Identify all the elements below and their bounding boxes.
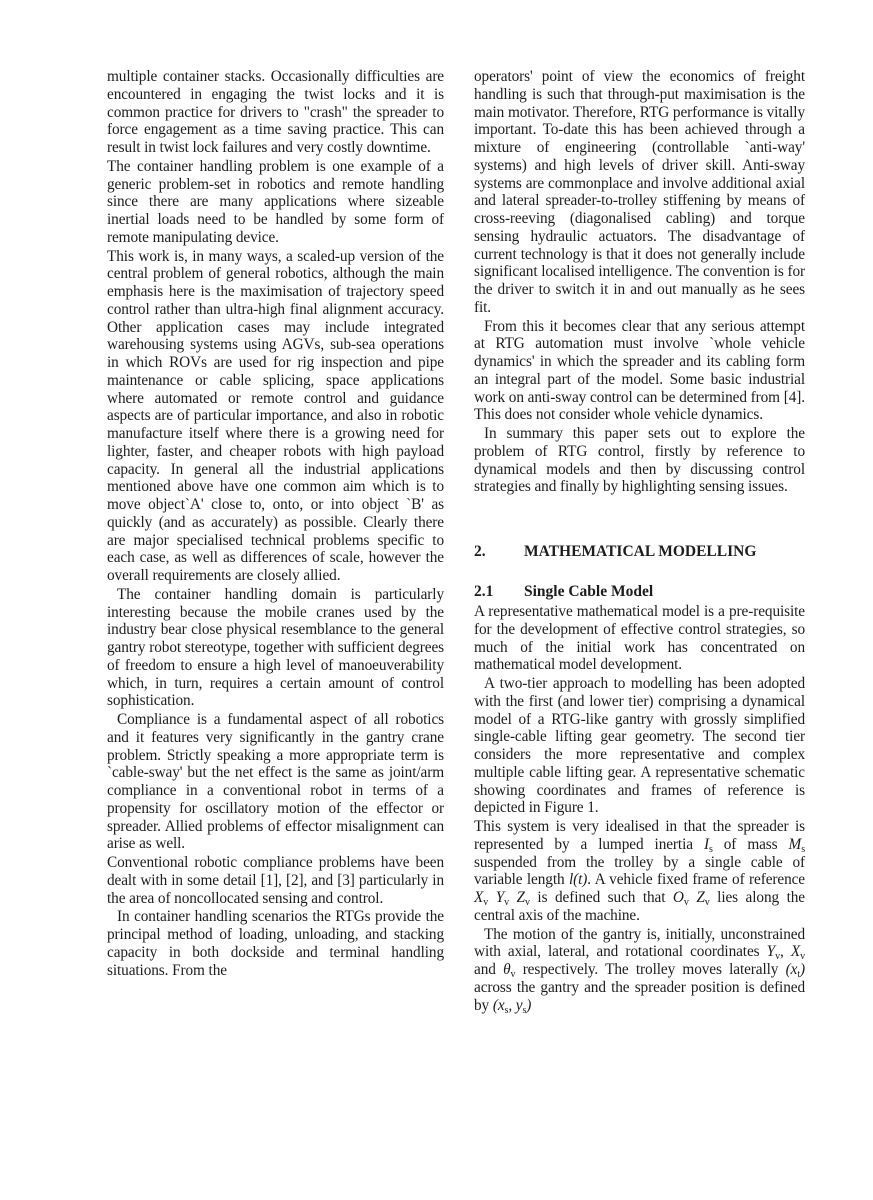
text-run: This system is very idealised in that the spreader is represented by a lumped inertia: [474, 818, 805, 853]
math-symbol: Y: [488, 889, 505, 906]
math-subscript: v: [775, 951, 780, 963]
math-symbol: , y: [508, 996, 523, 1014]
math-symbol: M: [788, 835, 802, 853]
right-column: [474, 68, 805, 1014]
paragraph: The container handling problem is one example of a generic problem-set in robotics and remote handling since there are many applications where sizeable inertial loads need to be handled by some form of remote manipulating device.: [107, 157, 444, 246]
paragraph: multiple container stacks. Occasionally difficulties are encountered in engaging the twist locks and it is common practice for drivers to "crash" the spreader to force engagement as a time saving practice. This can result in twist lock failures and very costly downtime.: [107, 68, 444, 156]
subsection-heading: [474, 583, 805, 601]
math-symbol: ): [800, 961, 805, 978]
paragraph: A representative mathematical model is a pre-requisite for the development of effective control strategies, so much of the initial work has concentrated on mathematical model development.: [474, 603, 805, 674]
math-symbol: X: [790, 943, 801, 961]
math-subscript: s: [522, 1004, 527, 1016]
math-subscript: s: [708, 843, 713, 855]
math-subscript: v: [510, 969, 516, 980]
math-symbol: Z: [509, 889, 525, 906]
paragraph: Conventional robotic compliance problems have been dealt with in some detail [1], [2], and [3] particularly in the area of noncollocated sensing and control.: [107, 854, 444, 907]
text-run: and: [474, 961, 504, 978]
math-symbol: (x: [785, 961, 798, 978]
math-subscript: v: [683, 897, 689, 908]
text-run: lies along the central axis of the machine.: [474, 889, 805, 924]
text-run: respectively. The trolley moves laterally: [515, 961, 786, 978]
math-symbol: (x: [492, 996, 505, 1014]
paragraph-with-math: [474, 926, 805, 1015]
text-run: is defined such that: [529, 889, 673, 906]
paragraph: In summary this paper sets out to explore the problem of RTG control, firstly by reference to dynamical models and then by discussing control strategies and finally by highlighting sensing issues.: [474, 425, 805, 496]
math-symbol: Z: [688, 889, 705, 906]
paragraph: This work is, in many ways, a scaled-up version of the central problem of general robotics, although the main emphasis here is the maximisation of trajectory speed control rather than ultra-high final alignment accuracy. Other application cases may include integrated warehousing systems using AGVs, sub-sea operations in which ROVs are used for rig inspection and pipe maintenance or cable splicing, space applications where automated or remote control and guidance aspects are of particular importance, and also in robotic manufacture itself where there is a growing need for lighter, faster, and cheaper robots with high payload capacity. In general all the industrial applications mentioned above have one common aim which is to move object`A' close to, onto, or into object `B' as quickly (and as accurately) as possible. Clearly there are major specialised technical problems specific to each case, as well as differences of scale, however the overall requirements are closely allied.: [107, 247, 444, 584]
math-subscript: v: [800, 951, 805, 963]
paragraph: In container handling scenarios the RTGs provide the principal method of loading, unloading, and stacking capacity in both dockside and terminal handling situations. From the: [107, 908, 444, 979]
math-subscript: v: [704, 897, 710, 908]
paragraph: Compliance is a fundamental aspect of all robotics and it features very significantly in the gantry crane problem. Strictly speaking a more appropriate term is `cable-sway' but the net effect is the same as joint/arm compliance in a conventional robot in terms of a propensity for oscillatory motion of the effector or spreader. Allied problems of effector misalignment can arise as well.: [107, 711, 444, 853]
math-symbol: l(t): [568, 871, 588, 889]
math-symbol: I: [703, 835, 709, 853]
paragraph-with-math: [474, 818, 805, 925]
math-subscript: v: [483, 897, 489, 908]
math-subscript: s: [801, 843, 805, 855]
math-symbol: X: [474, 889, 484, 906]
text-run: ,: [779, 943, 791, 961]
left-column: [107, 68, 444, 979]
section-heading: [474, 543, 805, 561]
section-number: 2.: [474, 543, 486, 560]
math-subscript: v: [504, 897, 510, 908]
text-run: suspended from the trolley by a single cable of variable length: [474, 853, 805, 889]
section-title: MATHEMATICAL MODELLING: [524, 543, 757, 560]
math-symbol: ): [526, 996, 532, 1014]
math-symbol: O: [672, 889, 684, 906]
math-subscript: v: [524, 897, 530, 908]
paragraph: operators' point of view the economics of freight handling is such that through-put maximisation is the main motivator. Therefore, RTG performance is vitally important. To-date this has been achieved through a mixture of engineering (controllable `anti-way' systems) and high levels of driver skill. Anti-sway systems are commonplace and involve additional axial and lateral spreader-to-trolley stiffening by means of cross-reeving (diagonalised cabling) and torque sensing hydraulic actuators. The disadvantage of current technology is that it does not generally include significant localised intelligence. The convention is for the driver to switch it in and out manually as he sees fit.: [474, 68, 805, 316]
text-run: of mass: [712, 835, 789, 853]
text-run: The motion of the gantry is, initially, unconstrained with axial, lateral, and rotational coordinates: [474, 925, 805, 961]
math-subscript: t: [797, 969, 800, 980]
subsection-title: Single Cable Model: [524, 583, 654, 600]
subsection-number: 2.1: [474, 583, 494, 600]
text-run: . A vehicle fixed frame of reference: [587, 871, 805, 889]
text-run: across the gantry and the spreader position is defined by: [474, 978, 805, 1014]
math-subscript: s: [504, 1004, 509, 1016]
paragraph: The container handling domain is particularly interesting because the mobile cranes used by the industry bear close physical resemblance to the general gantry robot stereotype, together with sufficient degrees of freedom to ensure a high level of manoeuverability which, in turn, requires a certain amount of control sophistication.: [107, 585, 444, 710]
math-symbol: θ: [503, 961, 511, 978]
paragraph: A two-tier approach to modelling has been adopted with the first (and lower tier) comprising a dynamical model of a RTG-like gantry with grossly simplified single-cable lifting gear geometry. The second tier considers the more representative and complex multiple cable lifting gear. A representative schematic showing coordinates and frames of reference is depicted in Figure 1.: [474, 675, 805, 817]
paragraph: From this it becomes clear that any serious attempt at RTG automation must involve `whole vehicle dynamics' in which the spreader and its cabling form an integral part of the model. Some basic industrial work on anti-sway control can be determined from [4]. This does not consider whole vehicle dynamics.: [474, 317, 805, 424]
math-symbol: Y: [766, 943, 776, 961]
